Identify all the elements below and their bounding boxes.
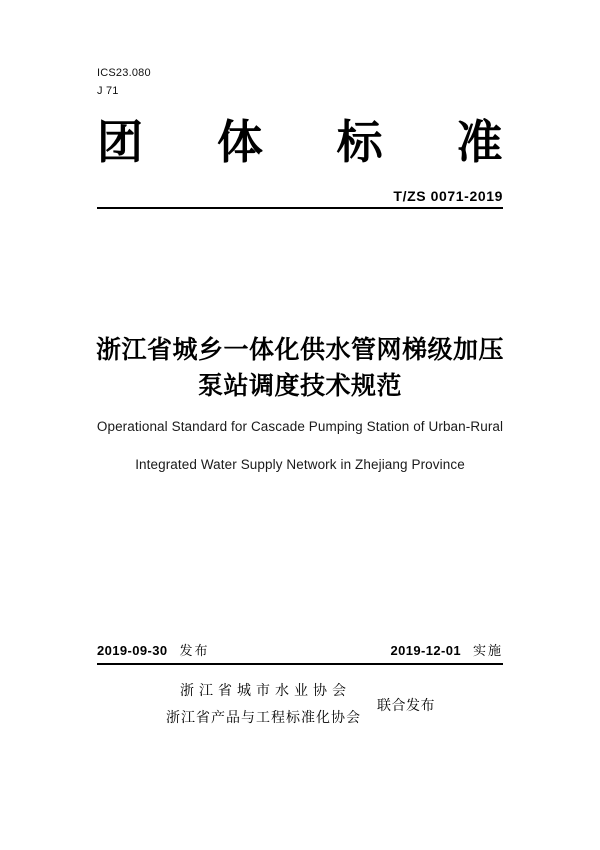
title-en-line-2: Integrated Water Supply Network in Zhejiang Province (135, 457, 465, 472)
header-divider-rule (97, 207, 503, 209)
issue-date-label: 发布 (179, 644, 210, 659)
publisher-organization-1: 浙江省城市水业协会 (180, 683, 351, 699)
publisher-organization-2: 浙江省产品与工程标准化协会 (166, 710, 361, 726)
standard-number: T/ZS 0071-2019 (393, 188, 503, 204)
title-en-line-1: Operational Standard for Cascade Pumping Station of Urban-Rural (96, 419, 504, 434)
kind-char-3: 标 (336, 115, 384, 169)
issue-date-group (97, 640, 210, 659)
ccs-code: J 71 (97, 85, 119, 97)
publisher-block (97, 678, 503, 732)
title-cn-line-1: 浙江省城乡一体化供水管网梯级加压 (95, 335, 504, 364)
implementation-date-label: 实施 (472, 644, 503, 659)
implementation-date: 2019-12-01 (390, 643, 461, 658)
page-title-chinese (50, 332, 550, 404)
kind-char-4: 准 (456, 115, 503, 169)
title-cn-line-2: 泵站调度技术规范 (197, 371, 402, 400)
document-kind-heading (97, 113, 503, 171)
implementation-date-group (390, 640, 503, 659)
footer-divider-rule (97, 663, 503, 665)
kind-char-2: 体 (216, 115, 264, 169)
joint-issue-label: 联合发布 (377, 698, 435, 714)
classification-block (97, 64, 151, 100)
page-title-english (50, 408, 550, 484)
issue-date: 2019-09-30 (97, 643, 168, 658)
date-row (97, 640, 503, 659)
publisher-organization-list (165, 678, 361, 732)
kind-char-1: 团 (97, 115, 144, 169)
ics-code: ICS23.080 (97, 67, 151, 79)
